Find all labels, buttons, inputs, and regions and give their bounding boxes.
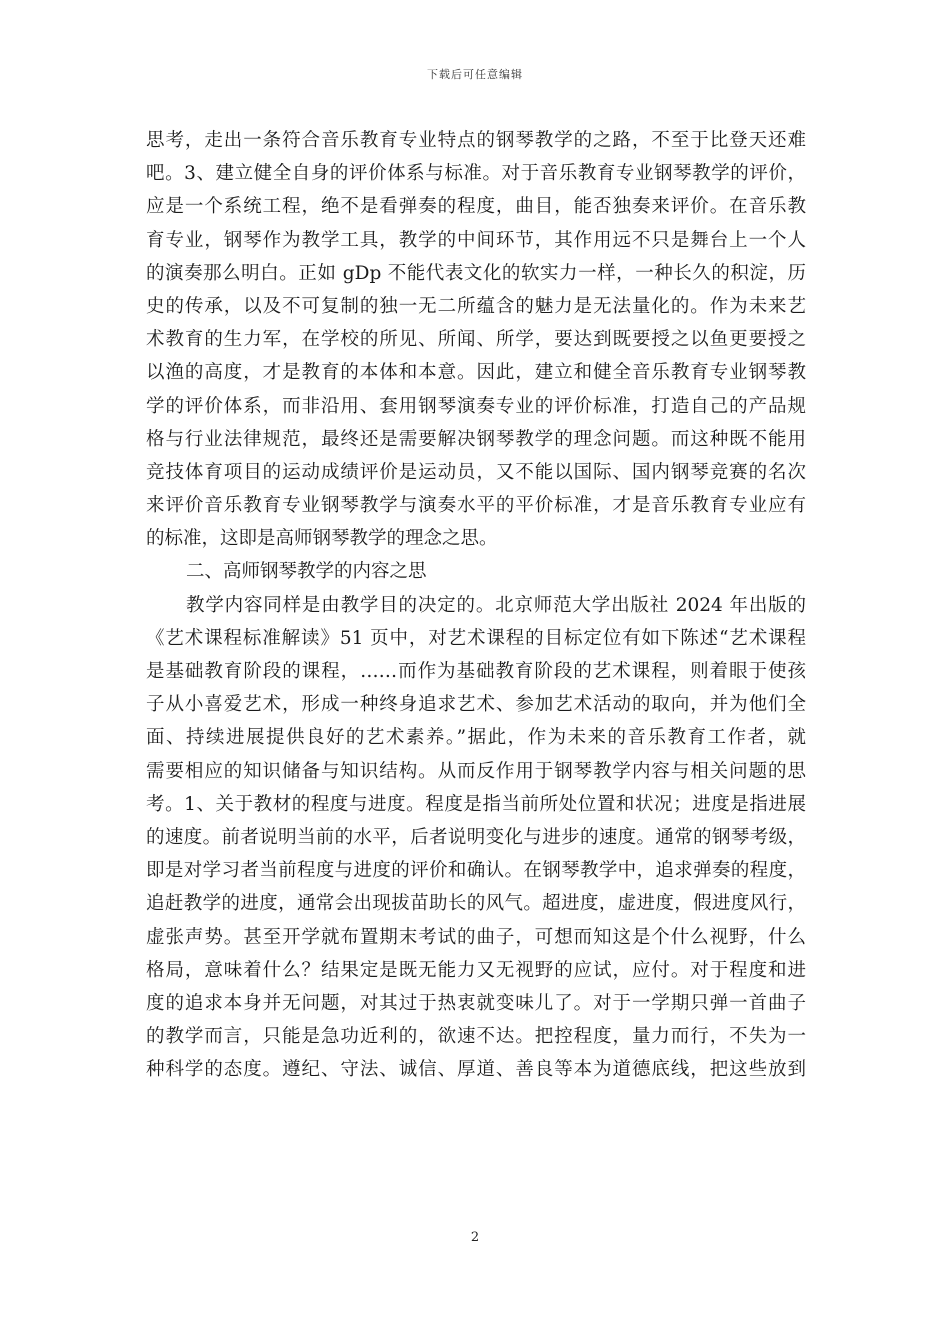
text-line: 的教学而言，只能是急功近利的，欲速不达。把控程度，量力而行，不失为一 <box>146 1026 806 1048</box>
text-line: 虚张声势。甚至开学就布置期末考试的曲子，可想而知这是个什么视野，什么 <box>146 926 806 948</box>
section-heading: 二、高师钢琴教学的内容之思 <box>186 561 427 583</box>
document-body <box>146 124 806 1086</box>
text-line: 术教育的生力军，在学校的所见、所闻、所学，要达到既要授之以鱼更要授之 <box>146 329 806 351</box>
text-line: 思考，走出一条符合音乐教育专业特点的钢琴教学的之路，不至于比登天还难 <box>146 130 806 151</box>
text-line: 种科学的态度。遵纪、守法、诚信、厚道、善良等本为道德底线，把这些放到 <box>146 1059 806 1081</box>
text-line: 追赶教学的进度，通常会出现拔苗助长的风气。超进度，虚进度，假进度风行， <box>146 893 806 915</box>
text-line: 是基础教育阶段的课程，……而作为基础教育阶段的艺术课程，则着眼于使孩 <box>146 661 806 682</box>
text-line: 学的评价体系，而非沿用、套用钢琴演奏专业的评价标准，打造自己的产品规 <box>146 395 806 417</box>
text-line: 《艺术课程标准解读》51 页中，对艺术课程的目标定位有如下陈述“艺术课程 <box>146 627 806 649</box>
text-line: 育专业，钢琴作为教学工具，教学的中间环节，其作用远不只是舞台上一个人 <box>146 229 806 251</box>
text-line: 教学内容同样是由教学目的决定的。北京师范大学出版社 2024 年出版的 <box>186 594 806 616</box>
text-line: 吧。3、建立健全自身的评价体系与标准。对于音乐教育专业钢琴教学的评价， <box>146 163 806 185</box>
text-line: 需要相应的知识储备与知识结构。从而反作用于钢琴教学内容与相关问题的思 <box>146 760 806 782</box>
text-line: 面、持续进展提供良好的艺术素养。”据此，作为未来的音乐教育工作者，就 <box>146 727 806 749</box>
text-line: 竞技体育项目的运动成绩评价是运动员，又不能以国际、国内钢琴竞赛的名次 <box>146 461 806 483</box>
text-line: 的标准，这即是高师钢琴教学的理念之思。 <box>146 528 498 550</box>
text-line: 的演奏那么明白。正如 gDp 不能代表文化的软实力一样，一种长久的积淀，历 <box>146 262 806 284</box>
text-line: 史的传承，以及不可复制的独一无二所蕴含的魅力是无法量化的。作为未来艺 <box>146 295 806 317</box>
text-line: 的速度。前者说明当前的水平，后者说明变化与进步的速度。通常的钢琴考级， <box>146 826 806 848</box>
text-line: 应是一个系统工程，绝不是看弹奏的程度，曲目，能否独奏来评价。在音乐教 <box>146 196 806 218</box>
text-line: 格与行业法律规范，最终还是需要解决钢琴教学的理念问题。而这种既不能用 <box>146 428 806 450</box>
text-line: 格局，意味着什么？结果定是既无能力又无视野的应试，应付。对于程度和进 <box>146 959 806 981</box>
text-line: 子从小喜爱艺术，形成一种终身追求艺术、参加艺术活动的取向，并为他们全 <box>146 694 806 716</box>
text-line: 以渔的高度，才是教育的本体和本意。因此，建立和健全音乐教育专业钢琴教 <box>146 362 806 384</box>
page-header: 下载后可任意编辑 <box>427 68 523 81</box>
page-number: 2 <box>470 1230 480 1245</box>
text-line: 考。1、关于教材的程度与进度。程度是指当前所处位置和状况；进度是指进展 <box>146 793 806 815</box>
text-line: 即是对学习者当前程度与进度的评价和确认。在钢琴教学中，追求弹奏的程度， <box>146 860 806 882</box>
text-line: 来评价音乐教育专业钢琴教学与演奏水平的平价标准，才是音乐教育专业应有 <box>146 495 806 517</box>
text-line: 度的追求本身并无问题，对其过于热衷就变味儿了。对于一学期只弹一首曲子 <box>146 992 806 1014</box>
